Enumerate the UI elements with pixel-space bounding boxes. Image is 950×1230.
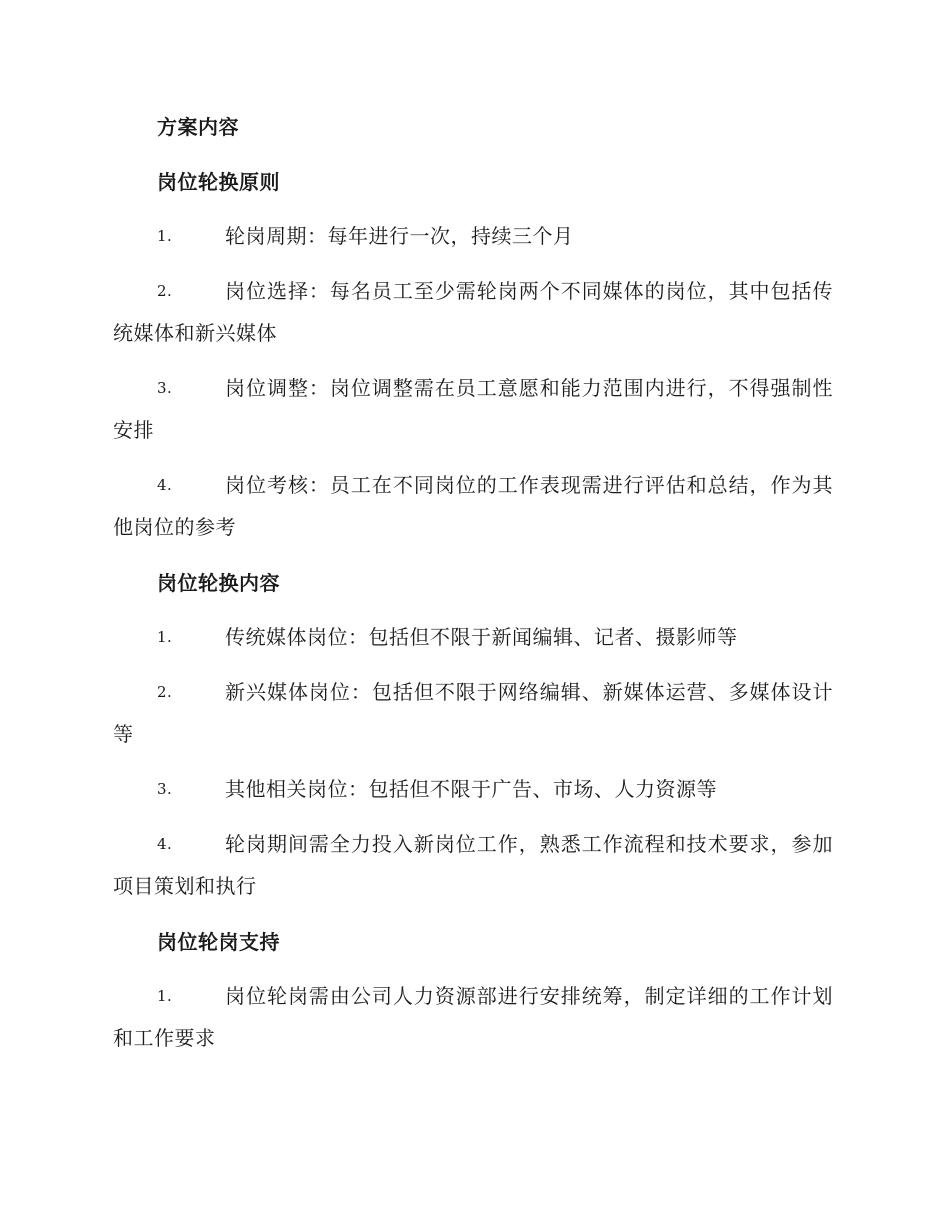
list-item [113, 616, 833, 658]
list-item-number: 1. [157, 987, 173, 1005]
list-item-number: 3. [157, 379, 173, 397]
list-item-number: 4. [157, 476, 173, 494]
list-item [113, 464, 833, 548]
list-item [113, 367, 833, 451]
list-item-text: 轮岗周期：每年进行一次，持续三个月 [225, 224, 574, 248]
list-item-number: 1. [157, 628, 173, 646]
list-item-text: 岗位考核：员工在不同岗位的工作表现需进行评估和总结，作为其他岗位的参考 [113, 473, 833, 539]
list-item-text: 岗位轮岗需由公司人力资源部进行安排统筹，制定详细的工作计划和工作要求 [113, 984, 833, 1050]
list-item-number: 1. [157, 227, 173, 245]
list-item [113, 270, 833, 354]
list-item-number: 3. [157, 780, 173, 798]
list-item [113, 975, 833, 1059]
list-item-text: 岗位调整：岗位调整需在员工意愿和能力范围内进行，不得强制性安排 [113, 376, 833, 442]
list-item [113, 768, 833, 810]
list-item-text: 新兴媒体岗位：包括但不限于网络编辑、新媒体运营、多媒体设计等 [113, 680, 833, 746]
list-item [113, 823, 833, 907]
section-heading-rotation-support: 岗位轮岗支持 [157, 930, 280, 954]
list-item-text: 岗位选择：每名员工至少需轮岗两个不同媒体的岗位，其中包括传统媒体和新兴媒体 [113, 279, 833, 345]
list-item-number: 2. [157, 683, 173, 701]
list-item-number: 4. [157, 835, 173, 853]
section-heading-rotation-content: 岗位轮换内容 [157, 571, 280, 595]
list-item-text: 轮岗期间需全力投入新岗位工作，熟悉工作流程和技术要求，参加项目策划和执行 [113, 832, 833, 898]
list-item-text: 其他相关岗位：包括但不限于广告、市场、人力资源等 [225, 777, 717, 801]
list-item-number: 2. [157, 282, 173, 300]
list-item [113, 215, 833, 257]
list-item-text: 传统媒体岗位：包括但不限于新闻编辑、记者、摄影师等 [225, 625, 738, 649]
document-title: 方案内容 [157, 115, 239, 139]
section-heading-rotation-principles: 岗位轮换原则 [157, 170, 280, 194]
list-item [113, 671, 833, 755]
